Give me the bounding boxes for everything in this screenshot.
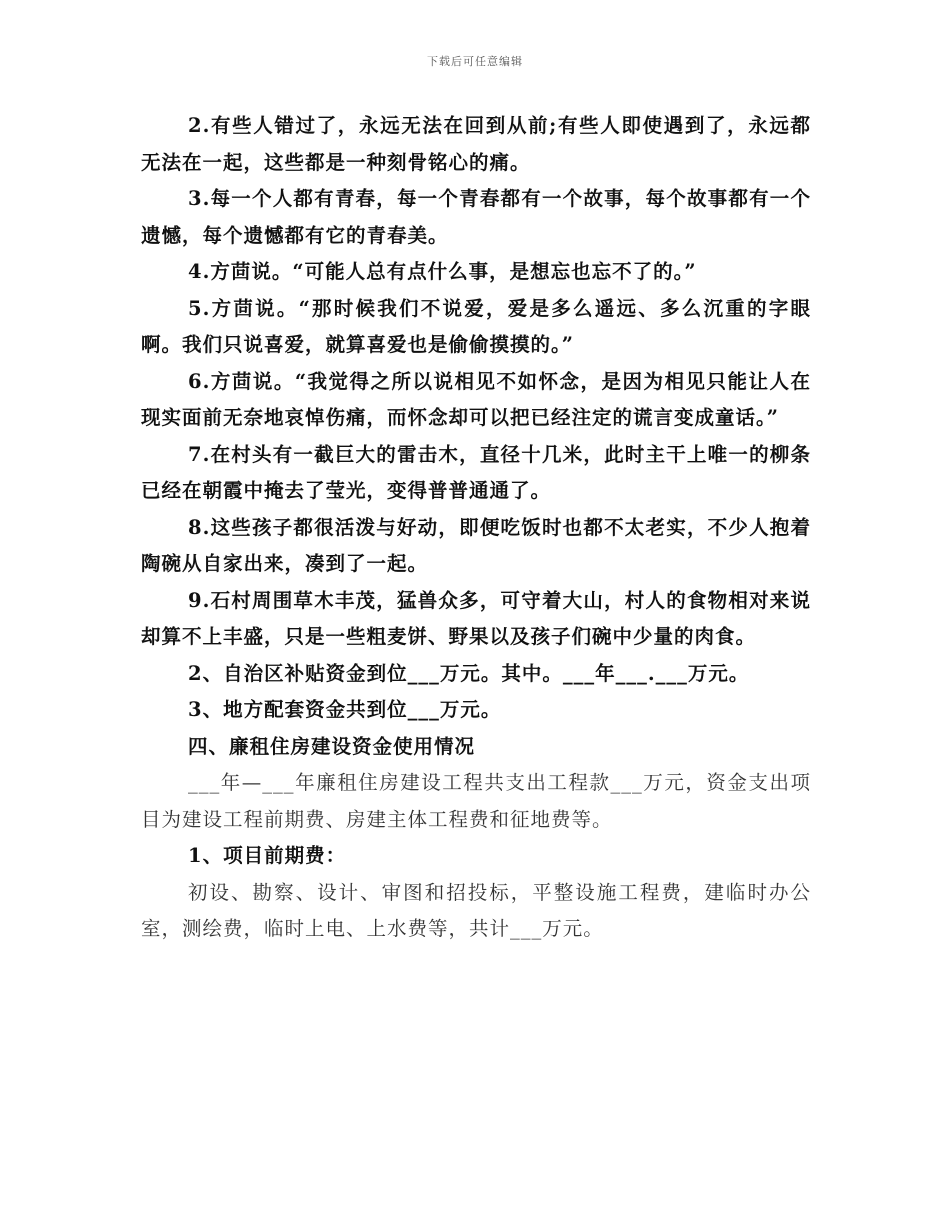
paragraph-4: 4.方茴说。“可能人总有点什么事，是想忘也忘不了的。”: [188, 260, 697, 283]
paragraph-expenditure: ___年—___年廉租住房建设工程共支出工程款___万元，资金支出项目为建设工程前期费、房建主体工程费和征地费等。: [141, 771, 811, 831]
paragraph-6: 6.方茴说。“我觉得之所以说相见不如怀念，是因为相见只能让人在现实面前无奈地哀悼伤痛，而怀念却可以把已经注定的谎言变成童话。”: [141, 369, 811, 429]
document-body: [141, 108, 811, 948]
paragraph-preliminary-costs: 初设、勘察、设计、审图和招投标，平整设施工程费，建临时办公室，测绘费，临时上电、上水费等，共计___万元。: [141, 880, 811, 940]
subsection-heading: 1、项目前期费：: [188, 844, 347, 867]
paragraph-3: 3.每一个人都有青春，每一个青春都有一个故事，每个故事都有一个遗憾，每个遗憾都有它的青春美。: [141, 187, 811, 247]
paragraph-subsidy: 2、自治区补贴资金到位___万元。其中。___年___.___万元。: [188, 661, 750, 685]
section-heading: 四、廉租住房建设资金使用情况: [188, 734, 476, 758]
paragraph-7: 7.在村头有一截巨大的雷击木，直径十几米，此时主干上唯一的柳条已经在朝霞中掩去了莹光，变得普普通通了。: [141, 442, 811, 502]
page-header: 下载后可任意编辑: [427, 55, 523, 68]
paragraph-2: 2.有些人错过了，永远无法在回到从前;有些人即使遇到了，永远都无法在一起，这些都是一种刻骨铭心的痛。: [141, 114, 811, 174]
paragraph-8: 8.这些孩子都很活泼与好动，即便吃饭时也都不太老实，不少人抱着陶碗从自家出来，凑到了一起。: [141, 515, 811, 575]
paragraph-5: 5.方茴说。“那时候我们不说爱，爱是多么遥远、多么沉重的字眼啊。我们只说喜爱，就算喜爱也是偷偷摸摸的。”: [141, 296, 811, 356]
paragraph-9: 9.石村周围草木丰茂，猛兽众多，可守着大山，村人的食物相对来说却算不上丰盛，只是一些粗麦饼、野果以及孩子们碗中少量的肉食。: [141, 588, 811, 648]
paragraph-local-funds: 3、地方配套资金共到位___万元。: [188, 698, 502, 721]
